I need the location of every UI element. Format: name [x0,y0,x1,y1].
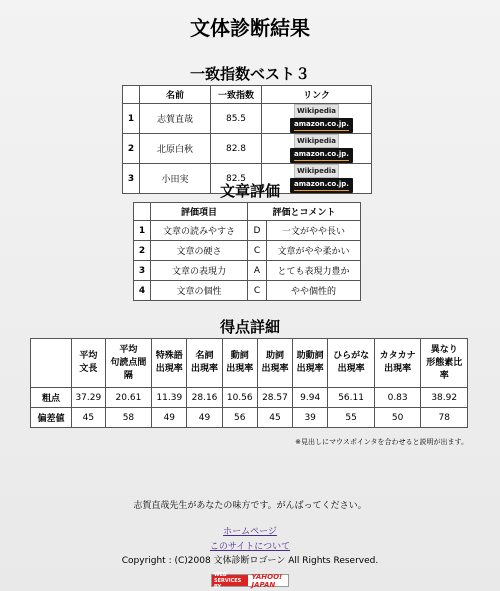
table-row [123,134,372,164]
table-row [31,388,468,408]
link-cell [262,134,372,164]
score-detail-table [30,338,468,428]
eval-grade: C [248,241,267,261]
score-header-auxiliary-verb-rate[interactable]: 助動詞 出現率 [293,339,328,388]
score-value: 37.29 [72,388,106,408]
amazon-button[interactable] [290,148,353,163]
score-value: 49 [152,408,187,428]
yahoo-logo-text: YAHOO! JAPAN [251,572,283,589]
eval-comment: とても表現力豊か [267,261,361,281]
amazon-swoosh-icon [294,130,349,131]
score-value: 0.83 [374,388,421,408]
score-header-avg-sentence-length[interactable]: 平均 文長 [72,339,106,388]
score-header-row [31,339,468,388]
score-detail-title: 得点詳細 [219,318,280,336]
item-number: 4 [134,281,151,301]
eval-grade: C [248,281,267,301]
item-number: 2 [134,241,151,261]
match-score: 85.5 [211,104,262,134]
score-value: 10.56 [222,388,257,408]
style-eval-table [133,202,361,301]
author-name: 北原白秋 [140,134,211,164]
score-header-particle-rate[interactable]: 助詞 出現率 [257,339,292,388]
score-value: 9.94 [293,388,328,408]
ranking-table [122,85,372,194]
score-header-hiragana-rate[interactable]: ひらがな 出現率 [328,339,375,388]
badge-left-text: WEB SERVICES BY [212,575,248,586]
score-value: 11.39 [152,388,187,408]
rank-number: 2 [123,134,140,164]
ranking-header-link: リンク [262,86,372,104]
table-row [134,241,361,261]
score-value: 58 [105,408,152,428]
score-value: 78 [421,408,468,428]
amazon-logo-text: amazon.co.jp. [294,120,349,128]
score-value: 39 [293,408,328,428]
ranking-header-score: 一致指数 [211,86,262,104]
amazon-swoosh-icon [294,160,349,161]
score-header-verb-rate[interactable]: 動詞 出現率 [222,339,257,388]
table-row [31,408,468,428]
author-name: 小田実 [140,164,211,194]
row-label: 偏差値 [31,408,72,428]
wikipedia-button[interactable]: Wikipedia [294,134,339,148]
eval-item: 文章の個性 [151,281,248,301]
eval-comment: 一文がやや長い [267,221,361,241]
amazon-logo-text: amazon.co.jp. [294,180,349,188]
copyright: Copyright : (C)2008 文体診断ロゴーン All Rights Reserved. [121,556,379,566]
table-row [134,261,361,281]
page-title: 文体診断結果 [190,16,310,40]
ranking-header-row [123,86,372,104]
score-value: 50 [374,408,421,428]
amazon-logo-text: amazon.co.jp. [294,150,349,158]
wikipedia-button[interactable]: Wikipedia [294,164,339,178]
table-row [123,104,372,134]
score-value: 20.61 [105,388,152,408]
eval-grade: A [248,261,267,281]
link-cell [262,104,372,134]
score-header-special-word-rate[interactable]: 特殊語 出現率 [152,339,187,388]
style-header-item: 評価項目 [151,203,248,221]
item-number: 3 [134,261,151,281]
style-header-comment: 評価とコメント [248,203,361,221]
wikipedia-button[interactable]: Wikipedia [294,104,339,118]
ranking-header-rank [123,86,140,104]
home-link[interactable]: ホームページ [223,527,277,537]
style-eval-title: 文章評価 [219,182,280,200]
author-name: 志賀直哉 [140,104,211,134]
hover-note: ※見出しにマウスポインタを合わせると説明が出ます。 [295,438,468,446]
eval-item: 文章の読みやすさ [151,221,248,241]
yahoo-web-services-badge[interactable] [211,571,289,590]
score-header-avg-punctuation-interval[interactable]: 平均 句読点間 隔 [105,339,152,388]
score-header-morpheme-ratio[interactable]: 異なり 形態素比 率 [421,339,468,388]
eval-item: 文章の表現力 [151,261,248,281]
item-number: 1 [134,221,151,241]
eval-item: 文章の硬さ [151,241,248,261]
score-header-noun-rate[interactable]: 名詞 出現率 [187,339,222,388]
row-label: 粗点 [31,388,72,408]
eval-comment: やや個性的 [267,281,361,301]
score-value: 45 [72,408,106,428]
style-header-no [134,203,151,221]
match-score: 82.5 [211,164,262,194]
eval-comment: 文章がやや柔かい [267,241,361,261]
score-value: 45 [257,408,292,428]
score-value: 56 [222,408,257,428]
score-value: 38.92 [421,388,468,408]
score-value: 49 [187,408,222,428]
table-row [134,281,361,301]
score-value: 28.57 [257,388,292,408]
rank-number: 3 [123,164,140,194]
style-header-row [134,203,361,221]
score-header-katakana-rate[interactable]: カタカナ 出現率 [374,339,421,388]
ranking-header-name: 名前 [140,86,211,104]
ranking-title: 一致指数ベスト３ [189,65,310,83]
score-value: 56.11 [328,388,375,408]
score-value: 28.16 [187,388,222,408]
about-link[interactable]: このサイトについて [209,542,291,552]
score-header-blank [31,339,72,388]
table-row [134,221,361,241]
amazon-button[interactable] [290,118,353,133]
eval-grade: D [248,221,267,241]
match-score: 82.8 [211,134,262,164]
result-message: 志賀直哉先生があなたの味方です。がんばってください。 [133,501,367,511]
rank-number: 1 [123,104,140,134]
score-value: 55 [328,408,375,428]
